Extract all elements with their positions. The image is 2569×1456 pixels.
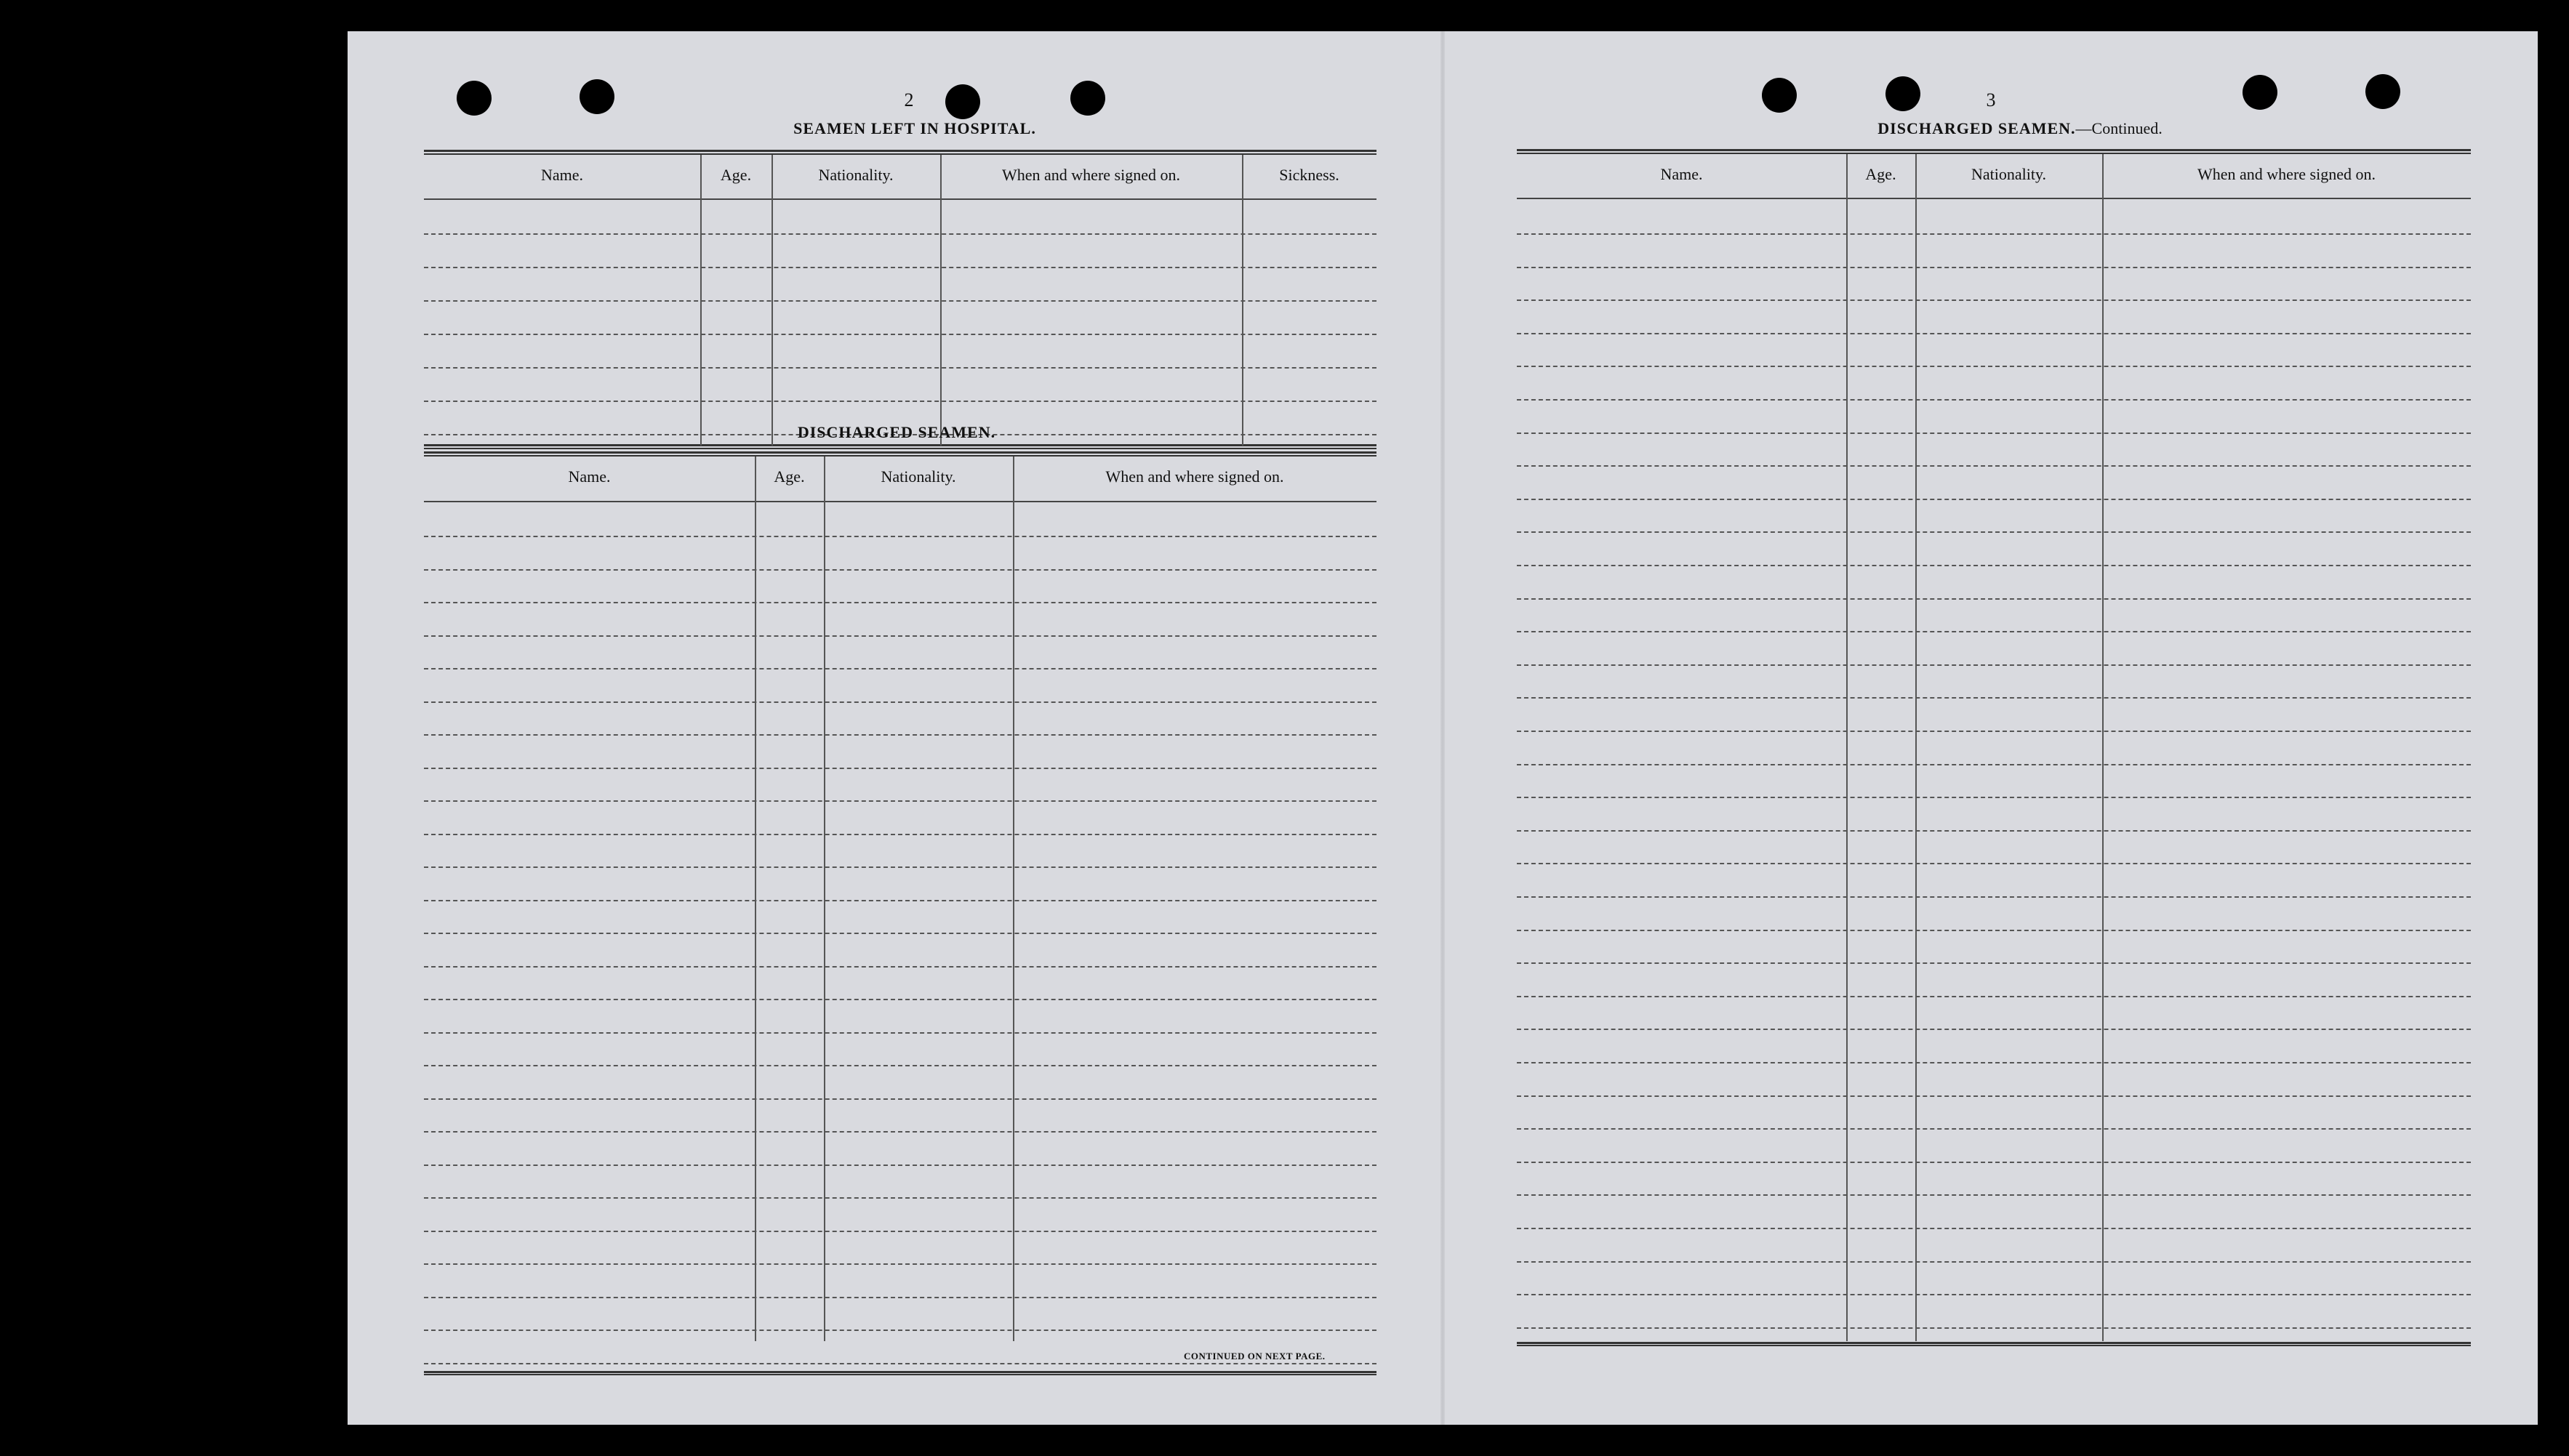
column-header: Sickness. — [1279, 166, 1339, 184]
ledger-row-line — [424, 966, 1376, 968]
header-rule — [424, 501, 1376, 502]
punch-hole — [1762, 78, 1797, 113]
ledger-row-line — [424, 233, 1376, 235]
ledger-row-line — [1517, 1228, 2471, 1229]
discharged-continued-title-suffix: —Continued. — [2075, 119, 2163, 137]
ledger-row-line — [424, 866, 1376, 868]
column-divider — [824, 456, 825, 1341]
column-header: Nationality. — [1971, 165, 2047, 183]
ledger-row-line — [424, 536, 1376, 537]
ledger-row-line — [424, 602, 1376, 603]
ledger-row-line — [1517, 531, 2471, 533]
ledger-row-line — [424, 1197, 1376, 1199]
discharged-continued-table — [1517, 149, 2471, 1347]
ledger-row-line — [1517, 830, 2471, 832]
ledger-row-line — [1517, 863, 2471, 864]
ledger-row-line — [1517, 731, 2471, 732]
header-rule — [1517, 198, 2471, 199]
ledger-row-line — [1517, 399, 2471, 401]
page-gutter — [1440, 31, 1445, 1425]
punch-hole — [945, 84, 980, 119]
ledger-row-line — [1517, 1095, 2471, 1097]
punch-hole — [2243, 75, 2277, 110]
ledger-row-line — [1517, 366, 2471, 367]
ledger-row-line — [424, 300, 1376, 302]
ledger-row-line — [424, 401, 1376, 402]
page-number-right: 3 — [1986, 89, 1996, 110]
ledger-row-line — [424, 1231, 1376, 1232]
hospital-table — [424, 150, 1376, 453]
ledger-row-line — [424, 1330, 1376, 1331]
ledger-row-line — [1517, 433, 2471, 434]
ledger-row-line — [1517, 1128, 2471, 1130]
ledger-row-line — [424, 999, 1376, 1000]
hospital-section-title: SEAMEN LEFT IN HOSPITAL. — [793, 119, 1036, 137]
table-bottom-rule — [424, 444, 1376, 449]
ledger-row-line — [1517, 1029, 2471, 1030]
page-number-left: 2 — [904, 89, 914, 110]
ledger-row-line — [1517, 697, 2471, 699]
ledger-row-line — [1517, 565, 2471, 566]
column-header: Age. — [774, 467, 805, 486]
ledger-sheet — [348, 31, 2538, 1425]
column-header: Name. — [540, 166, 584, 184]
column-header: Age. — [1865, 165, 1896, 183]
table-bottom-rule — [424, 1371, 1376, 1375]
table-top-rule — [1517, 149, 2471, 154]
ledger-row-line — [1517, 1261, 2471, 1263]
header-rule — [424, 198, 1376, 200]
ledger-row-line — [424, 668, 1376, 669]
ledger-row-line — [1517, 333, 2471, 334]
column-header: Name. — [568, 467, 611, 486]
ledger-row-line — [1517, 1162, 2471, 1163]
ledger-row-line — [424, 367, 1376, 369]
ledger-row-line — [424, 900, 1376, 901]
column-header: Nationality. — [818, 166, 894, 184]
ledger-row-line — [424, 1363, 1376, 1364]
column-header: When and where signed on. — [2197, 165, 2376, 183]
ledger-row-line — [424, 933, 1376, 934]
ledger-row-line — [424, 1032, 1376, 1034]
ledger-row-line — [424, 569, 1376, 571]
punch-hole — [1070, 81, 1105, 116]
ledger-row-line — [1517, 1327, 2471, 1329]
ledger-row-line — [424, 768, 1376, 769]
ledger-row-line — [1517, 797, 2471, 798]
ledger-row-line — [424, 834, 1376, 835]
ledger-row-line — [1517, 631, 2471, 632]
ledger-row-line — [1517, 930, 2471, 931]
discharged-continued-title — [1802, 119, 2238, 138]
table-top-rule — [424, 451, 1376, 456]
ledger-row-line — [1517, 996, 2471, 997]
ledger-row-line — [424, 1131, 1376, 1133]
ledger-row-line — [1517, 1062, 2471, 1063]
table-top-rule — [424, 150, 1376, 155]
ledger-row-line — [1517, 299, 2471, 301]
discharged-section-title: DISCHARGED SEAMEN. — [797, 423, 996, 441]
ledger-row-line — [424, 267, 1376, 268]
ledger-row-line — [424, 734, 1376, 736]
column-divider — [755, 456, 756, 1341]
punch-hole — [1885, 76, 1920, 111]
ledger-row-line — [424, 1165, 1376, 1166]
table-bottom-rule — [1517, 1342, 2471, 1346]
ledger-row-line — [424, 334, 1376, 335]
column-header: Age. — [720, 166, 752, 184]
continued-note: CONTINUED ON NEXT PAGE. — [1184, 1351, 1326, 1362]
ledger-row-line — [424, 1297, 1376, 1298]
ledger-row-line — [424, 701, 1376, 703]
column-header: Nationality. — [881, 467, 956, 486]
punch-hole — [2365, 74, 2400, 109]
ledger-row-line — [1517, 1294, 2471, 1295]
discharged-continued-title-main: DISCHARGED SEAMEN. — [1877, 119, 2076, 137]
ledger-row-line — [1517, 664, 2471, 666]
column-header: When and where signed on. — [1105, 467, 1284, 486]
ledger-row-line — [1517, 499, 2471, 500]
ledger-row-line — [424, 1098, 1376, 1100]
ledger-row-line — [424, 635, 1376, 637]
punch-hole — [580, 79, 614, 114]
ledger-row-line — [1517, 764, 2471, 765]
ledger-row-line — [1517, 896, 2471, 898]
punch-hole — [457, 81, 492, 116]
ledger-row-line — [1517, 598, 2471, 600]
ledger-row-line — [1517, 962, 2471, 964]
discharged-table — [424, 451, 1376, 1347]
ledger-row-line — [1517, 1194, 2471, 1196]
ledger-row-line — [1517, 233, 2471, 235]
ledger-row-line — [1517, 465, 2471, 467]
ledger-row-line — [424, 1263, 1376, 1265]
column-divider — [1013, 456, 1014, 1341]
ledger-row-line — [424, 800, 1376, 802]
ledger-row-line — [1517, 267, 2471, 268]
ledger-row-line — [424, 1065, 1376, 1066]
column-header: When and where signed on. — [1002, 166, 1180, 184]
column-header: Name. — [1660, 165, 1703, 183]
